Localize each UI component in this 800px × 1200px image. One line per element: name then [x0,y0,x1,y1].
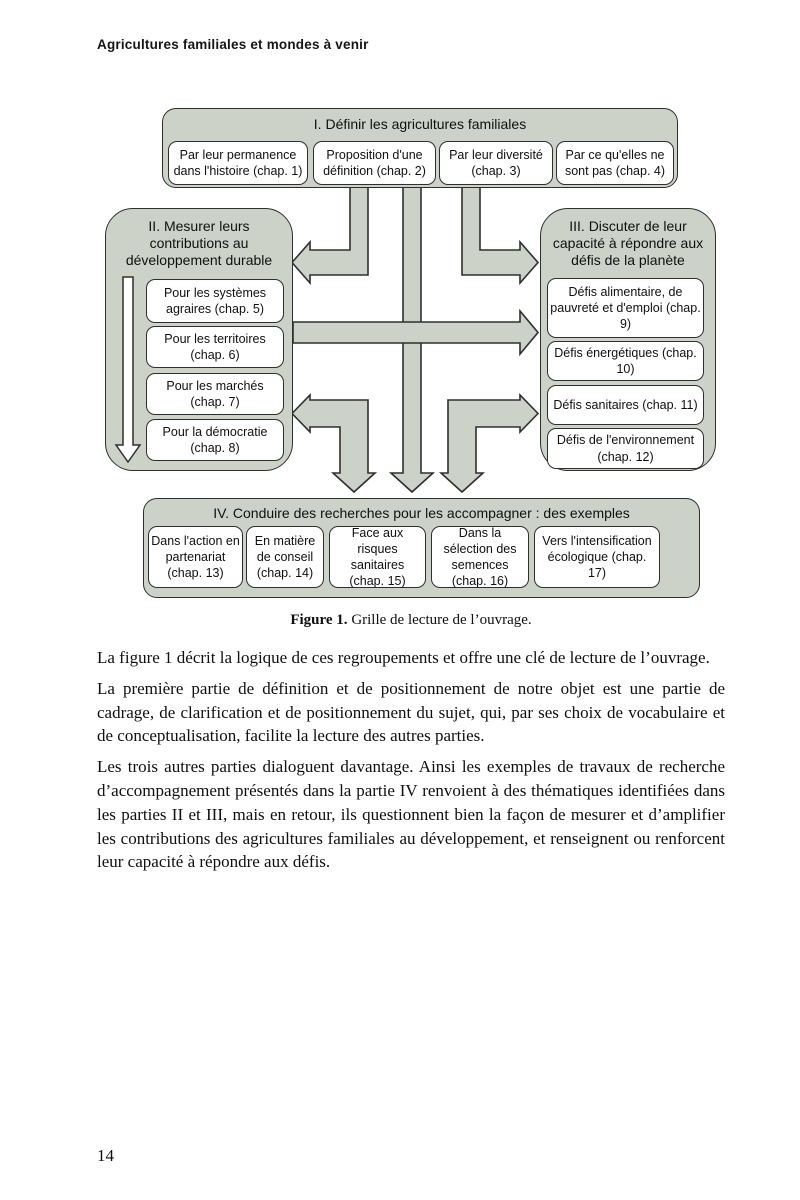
chapter-box-2: Proposition d'une définition (chap. 2) [313,141,436,185]
section-ii-title: II. Mesurer leurs contributions au développement durable [125,218,273,269]
chapter-box-5: Pour les systèmes agraires (chap. 5) [146,279,284,323]
chapter-box-3: Par leur diversité (chap. 3) [439,141,553,185]
running-header: Agricultures familiales et mondes à venir [97,37,369,52]
paragraph-2: La première partie de définition et de positionnement de notre objet est une partie de cadrage, de clarification et de positionnement du sujet, qui, par ses choix de vocabulaire et de conceptualisation, facilite la lecture des autres parties. [97,678,725,746]
chapter-box-1: Par leur permanence dans l'histoire (chap. 1) [168,141,308,185]
figure-caption-label: Figure 1. [290,612,348,628]
chapter-box-16: Dans la sélection des semences (chap. 16) [431,526,529,588]
paragraph-3: Les trois autres parties dialoguent davantage. Ainsi les exemples de travaux de recherche d’accompagnement présentés dans la partie IV renvoient à des thématiques identifiées dans les parties II et III, mais en retour, ils questionnent bien la façon de mesurer et d’amplifier les contributions des agricultures familiales au développement, et renseignent ou renforcent leur capacité à répondre aux défis. [97,757,725,872]
chapter-box-7: Pour les marchés (chap. 7) [146,373,284,415]
section-iv-title: IV. Conduire des recherches pour les accompagner : des exemples [213,505,630,521]
section-iii-box [540,208,716,471]
chapter-box-9: Défis alimentaire, de pauvreté et d'emploi (chap. 9) [547,278,704,338]
chapter-box-10: Défis énergétiques (chap. 10) [547,341,704,381]
body-text [97,646,725,881]
figure-caption [97,612,725,629]
chapter-box-12: Défis de l'environnement (chap. 12) [547,428,704,469]
chapter-box-11: Défis sanitaires (chap. 11) [547,385,704,425]
chapter-box-8: Pour la démocratie (chap. 8) [146,419,284,461]
chapter-box-4: Par ce qu'elles ne sont pas (chap. 4) [556,141,674,185]
arrow-i-to-ii-icon [292,187,368,283]
chapter-box-15: Face aux risques sanitaires (chap. 15) [329,526,426,588]
chapter-box-17: Vers l'intensification écologique (chap. 17) [534,526,660,588]
section-ii-box [105,208,293,471]
paragraph-1: La figure 1 décrit la logique de ces regroupements et offre une clé de lecture de l’ouvrage. [97,648,710,667]
chapter-box-6: Pour les territoires (chap. 6) [146,326,284,368]
arrow-iv-to-iii-icon [441,395,538,492]
arrow-iv-to-ii-icon [292,395,375,492]
section-iii-title: III. Discuter de leur capacité à répondre aux défis de la planète [552,218,704,269]
page-number: 14 [97,1146,114,1165]
section-iv-box [143,498,700,598]
chapter-box-13: Dans l'action en partenariat (chap. 13) [148,526,243,588]
figure-caption-text: Grille de lecture de l’ouvrage. [347,612,532,628]
arrow-i-to-iii-icon [462,187,538,283]
section-i-box [162,108,678,188]
section-i-title: I. Définir les agricultures familiales [313,116,527,132]
figure-diagram [100,105,720,605]
chapter-box-14: En matière de conseil (chap. 14) [246,526,324,588]
